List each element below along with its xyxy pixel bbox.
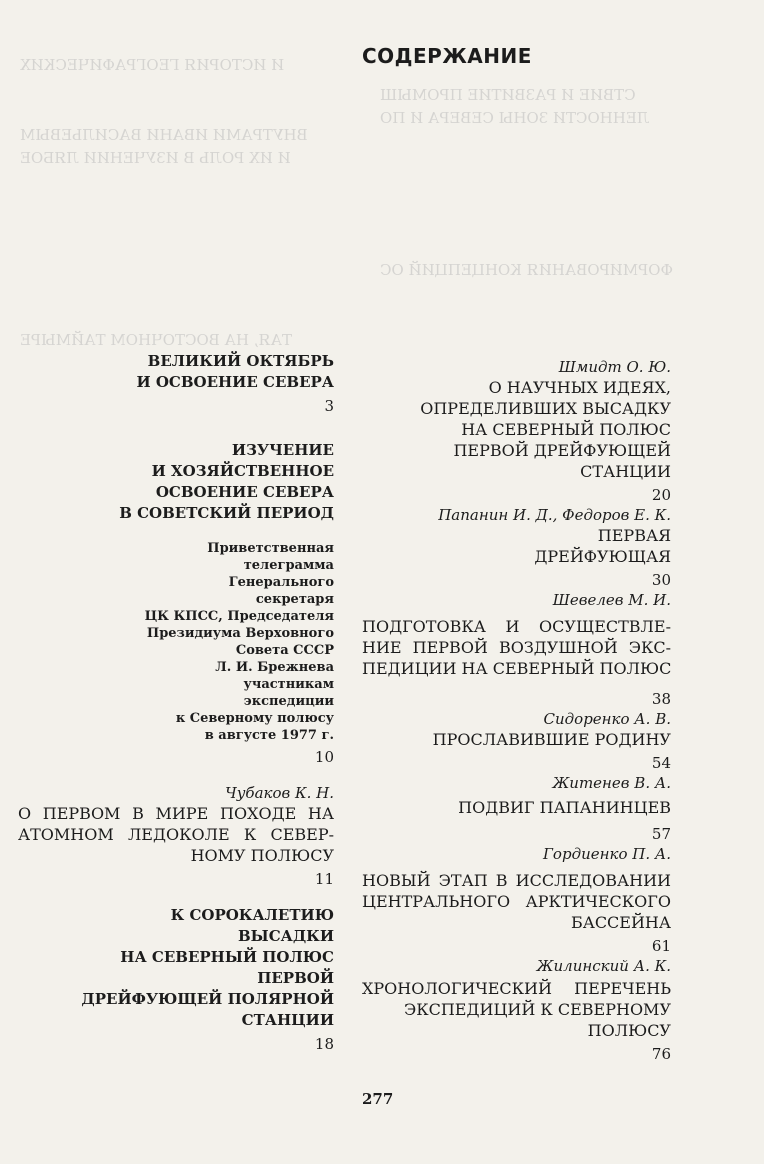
page-number: 277 xyxy=(362,1090,394,1108)
entry-author: Шмидт О. Ю. xyxy=(558,358,671,376)
toc-entry xyxy=(362,844,671,956)
entry-author: Гордиенко П. А. xyxy=(543,845,671,863)
entry-title-line: ПРОСЛАВИВШИЕ РОДИНУ xyxy=(432,730,671,749)
page-ref: 30 xyxy=(651,571,671,589)
entry-title-line: НА СЕВЕРНЫЙ ПОЛЮС xyxy=(461,420,671,439)
entry-title-line: ПЕРВОЙ ДРЕЙФУЮЩЕЙ xyxy=(453,441,671,460)
entry-title-line: БАССЕЙНА xyxy=(570,913,671,932)
toc-section-heading xyxy=(18,440,334,524)
entry-title-line: О ПЕРВОМ В МИРЕ ПОХОДЕ НА xyxy=(18,804,334,823)
entry-title-line: Л. И. Брежнева xyxy=(215,660,334,675)
show-through-text: ВНУТРАМИ ИВАНИ ВАСИЛЬЕВЫМ xyxy=(20,126,308,144)
entry-title-line: участникам xyxy=(243,677,334,692)
toc-entry xyxy=(18,540,334,767)
toc-right-column xyxy=(362,357,671,1064)
toc-entry xyxy=(362,773,671,844)
entry-author: Папанин И. Д., Федоров Е. К. xyxy=(438,506,671,524)
show-through-text: И ИСТОРИЯ ГЕОГРАФИЧЕСКИХ xyxy=(20,56,285,74)
page-title: СОДЕРЖАНИЕ xyxy=(362,44,532,68)
entry-title-line: Президиума Верховного xyxy=(146,626,334,641)
entry-title-line: Совета СССР xyxy=(235,643,334,658)
entry-title-line: секретаря xyxy=(255,592,334,607)
entry-title-line: ПОДВИГ ПАПАНИНЦЕВ xyxy=(458,798,671,817)
entry-title-line: ХРОНОЛОГИЧЕСКИЙ ПЕРЕЧЕНЬ xyxy=(362,979,671,998)
entry-title-line: ПЕДИЦИИ НА СЕВЕРНЫЙ ПОЛЮС xyxy=(362,659,672,678)
entry-author: Жилинский А. К. xyxy=(536,957,671,975)
toc-left-column xyxy=(18,351,334,1054)
page-ref: 38 xyxy=(651,690,671,708)
entry-title-line: ДРЕЙФУЮЩАЯ xyxy=(534,547,671,566)
show-through-text: И ИХ РОЛЬ В ИЗУЧЕНИИ ЛЯБОЕ xyxy=(20,149,291,167)
entry-title-line: в августе 1977 г. xyxy=(204,728,334,743)
page-ref: 10 xyxy=(314,748,334,766)
toc-section-heading xyxy=(18,905,334,1054)
entry-title-line: К СОРОКАЛЕТИЮ xyxy=(170,906,334,924)
entry-author: Сидоренко А. В. xyxy=(543,710,671,728)
show-through-text: ТАЯ, НА ВОСТОЧНОМ ТАЙМЫРЕ xyxy=(20,331,293,349)
page-ref: 3 xyxy=(324,397,334,415)
entry-title-line: ВЕЛИКИЙ ОКТЯБРЬ xyxy=(147,352,334,370)
page-ref: 20 xyxy=(651,486,671,504)
show-through-text: СТВИЕ И РАЗВИТИЕ ПРОМЫШ xyxy=(380,86,636,104)
entry-title-line: ЦЕНТРАЛЬНОГО АРКТИЧЕСКОГО xyxy=(362,892,671,911)
page-ref: 76 xyxy=(651,1045,671,1063)
entry-title-line: ОПРЕДЕЛИВШИХ ВЫСАДКУ xyxy=(420,399,671,418)
entry-title-line: ПОДГОТОВКА И ОСУЩЕСТВЛЕ- xyxy=(362,617,671,636)
entry-title-line: И ХОЗЯЙСТВЕННОЕ xyxy=(151,462,334,480)
entry-title-line: ПОЛЮСУ xyxy=(587,1021,671,1040)
entry-title-line: ПЕРВОЙ xyxy=(257,969,334,987)
entry-title-line: В СОВЕТСКИЙ ПЕРИОД xyxy=(119,504,334,522)
entry-author: Шевелев М. И. xyxy=(552,591,671,609)
toc-entry xyxy=(18,783,334,889)
toc-entry xyxy=(362,956,671,1064)
entry-title-line: ПЕРВАЯ xyxy=(597,526,671,545)
toc-entry xyxy=(362,505,671,590)
entry-author: Житенев В. А. xyxy=(552,774,671,792)
page-ref: 18 xyxy=(314,1035,334,1053)
entry-title-line: НОВЫЙ ЭТАП В ИССЛЕДОВАНИИ xyxy=(362,871,671,890)
entry-title-line: ЭКСПЕДИЦИЙ К СЕВЕРНОМУ xyxy=(403,1000,671,1019)
entry-title-line: телеграмма xyxy=(243,558,334,573)
entry-title-line: ИЗУЧЕНИЕ xyxy=(231,441,334,459)
entry-title-line: НА СЕВЕРНЫЙ ПОЛЮС xyxy=(120,948,334,966)
toc-entry xyxy=(362,357,671,505)
entry-title-line: СТАНЦИИ xyxy=(580,462,671,481)
page-ref: 11 xyxy=(314,870,334,888)
page-ref: 61 xyxy=(651,937,671,955)
entry-title-line: О НАУЧНЫХ ИДЕЯХ, xyxy=(488,378,671,397)
entry-title-line: НИЕ ПЕРВОЙ ВОЗДУШНОЙ ЭКС- xyxy=(362,638,671,657)
entry-title-line: СТАНЦИИ xyxy=(241,1011,334,1029)
entry-author: Чубаков К. Н. xyxy=(225,784,334,802)
entry-title-line: ЦК КПСС, Председателя xyxy=(144,609,334,624)
toc-entry xyxy=(362,709,671,773)
entry-title-line: Генерального xyxy=(228,575,334,590)
entry-title-line: ДРЕЙФУЮЩЕЙ ПОЛЯРНОЙ xyxy=(81,990,334,1008)
entry-title-line: ОСВОЕНИЕ СЕВЕРА xyxy=(155,483,334,501)
entry-title-line: АТОМНОМ ЛЕДОКОЛЕ К СЕВЕР- xyxy=(18,825,334,844)
toc-entry xyxy=(18,351,334,416)
page-ref: 54 xyxy=(651,754,671,772)
page-ref: 57 xyxy=(651,825,671,843)
toc-entry xyxy=(362,590,671,709)
entry-title-line: экспедиции xyxy=(243,694,334,709)
entry-title-line: Приветственная xyxy=(207,541,334,556)
entry-title-line: И ОСВОЕНИЕ СЕВЕРА xyxy=(136,373,334,391)
entry-title-line: к Северному полюсу xyxy=(175,711,334,726)
entry-title-line: ВЫСАДКИ xyxy=(237,927,334,945)
entry-title-line: НОМУ ПОЛЮСУ xyxy=(190,846,334,865)
show-through-text: ЛЕННОСТИ ЗОНЫ СЕВЕРА И ПО xyxy=(380,109,650,127)
show-through-text: ФОРМИРОВАНИЯ КОНЦЕПЦИЙ ОС xyxy=(380,261,673,279)
